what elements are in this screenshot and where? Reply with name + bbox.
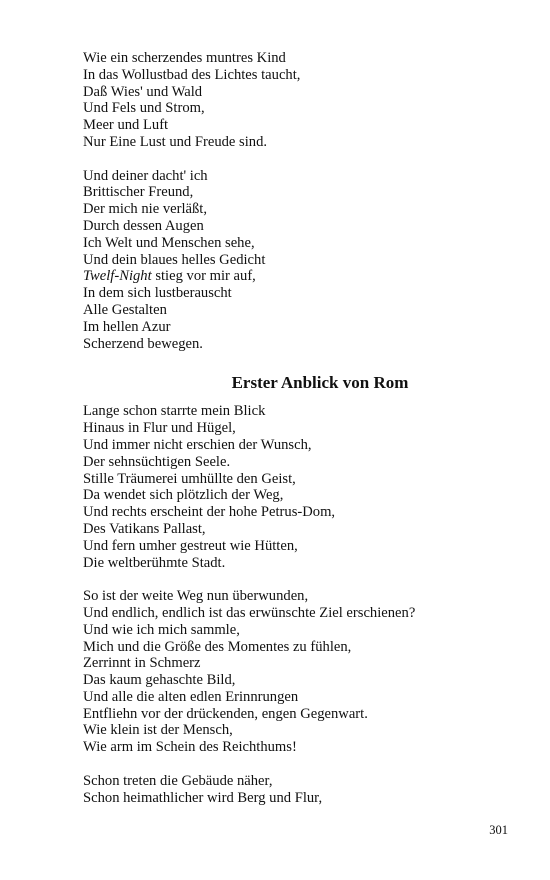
stanza-2 bbox=[83, 168, 523, 353]
verse-line: Lange schon starrte mein Blick bbox=[83, 403, 266, 420]
verse-line: Wie arm im Schein des Reichthums! bbox=[83, 739, 297, 756]
verse-line: Und dein blaues helles Gedicht bbox=[83, 251, 266, 268]
verse-line: Da wendet sich plötzlich der Weg, bbox=[83, 487, 284, 504]
poem-text-block bbox=[83, 50, 523, 823]
verse-line: Mich und die Größe des Momentes zu fühlen, bbox=[83, 638, 352, 655]
verse-line: In das Wollustbad des Lichtes taucht, bbox=[83, 66, 301, 83]
stanza-5 bbox=[83, 773, 523, 807]
verse-line: Und Fels und Strom, bbox=[83, 100, 205, 117]
stanza-3 bbox=[83, 403, 523, 571]
verse-line: Scherzend bewegen. bbox=[83, 335, 203, 352]
verse-line: In dem sich lustberauscht bbox=[83, 285, 232, 302]
verse-line: Und endlich, endlich ist das erwünschte Ziel erschienen? bbox=[83, 604, 416, 621]
verse-line: Alle Gestalten bbox=[83, 301, 167, 318]
verse-line-rest: stieg vor mir auf, bbox=[155, 268, 256, 285]
verse-line: Wie ein scherzendes muntres Kind bbox=[83, 50, 286, 66]
stanza-4 bbox=[83, 588, 523, 756]
verse-line: Und fern umher gestreut wie Hütten, bbox=[83, 537, 298, 554]
verse-line: Im hellen Azur bbox=[83, 318, 171, 335]
verse-line: Und deiner dacht' ich bbox=[83, 167, 208, 184]
verse-line: Brittischer Freund, bbox=[83, 184, 194, 201]
verse-line: Zerrinnt in Schmerz bbox=[83, 655, 201, 672]
page-number: 301 bbox=[489, 823, 508, 837]
italic-work-title: Twelf-Night bbox=[83, 268, 152, 285]
verse-line-with-title bbox=[83, 268, 523, 285]
verse-line: Schon treten die Gebäude näher, bbox=[83, 772, 273, 789]
poem-title: Erster Anblick von Rom bbox=[231, 373, 409, 393]
verse-line: Wie klein ist der Mensch, bbox=[83, 722, 233, 739]
verse-line: Durch dessen Augen bbox=[83, 217, 204, 234]
verse-line: Entfliehn vor der drückenden, engen Gegenwart. bbox=[83, 705, 368, 722]
verse-line: Meer und Luft bbox=[83, 117, 169, 134]
verse-line: Und immer nicht erschien der Wunsch, bbox=[83, 436, 312, 453]
verse-line: Schon heimathlicher wird Berg und Flur, bbox=[83, 789, 323, 806]
verse-line: Hinaus in Flur und Hügel, bbox=[83, 420, 236, 437]
verse-line: Und rechts erscheint der hohe Petrus-Dom, bbox=[83, 504, 336, 521]
verse-line: Und alle die alten edlen Erinnrungen bbox=[83, 688, 299, 705]
verse-line: Die weltberühmte Stadt. bbox=[83, 554, 226, 571]
stanza-1 bbox=[83, 50, 523, 151]
verse-line: So ist der weite Weg nun überwunden, bbox=[83, 588, 309, 605]
verse-line: Ich Welt und Menschen sehe, bbox=[83, 234, 255, 251]
verse-line: Und wie ich mich sammle, bbox=[83, 621, 240, 638]
verse-line: Der sehnsüchtigen Seele. bbox=[83, 453, 231, 470]
verse-line: Stille Träumerei umhüllte den Geist, bbox=[83, 470, 296, 487]
verse-line: Daß Wies' und Wald bbox=[83, 83, 203, 100]
verse-line: Der mich nie verläßt, bbox=[83, 201, 207, 218]
verse-line: Das kaum gehaschte Bild, bbox=[83, 672, 236, 689]
verse-line: Nur Eine Lust und Freude sind. bbox=[83, 133, 268, 150]
verse-line: Des Vatikans Pallast, bbox=[83, 520, 206, 537]
